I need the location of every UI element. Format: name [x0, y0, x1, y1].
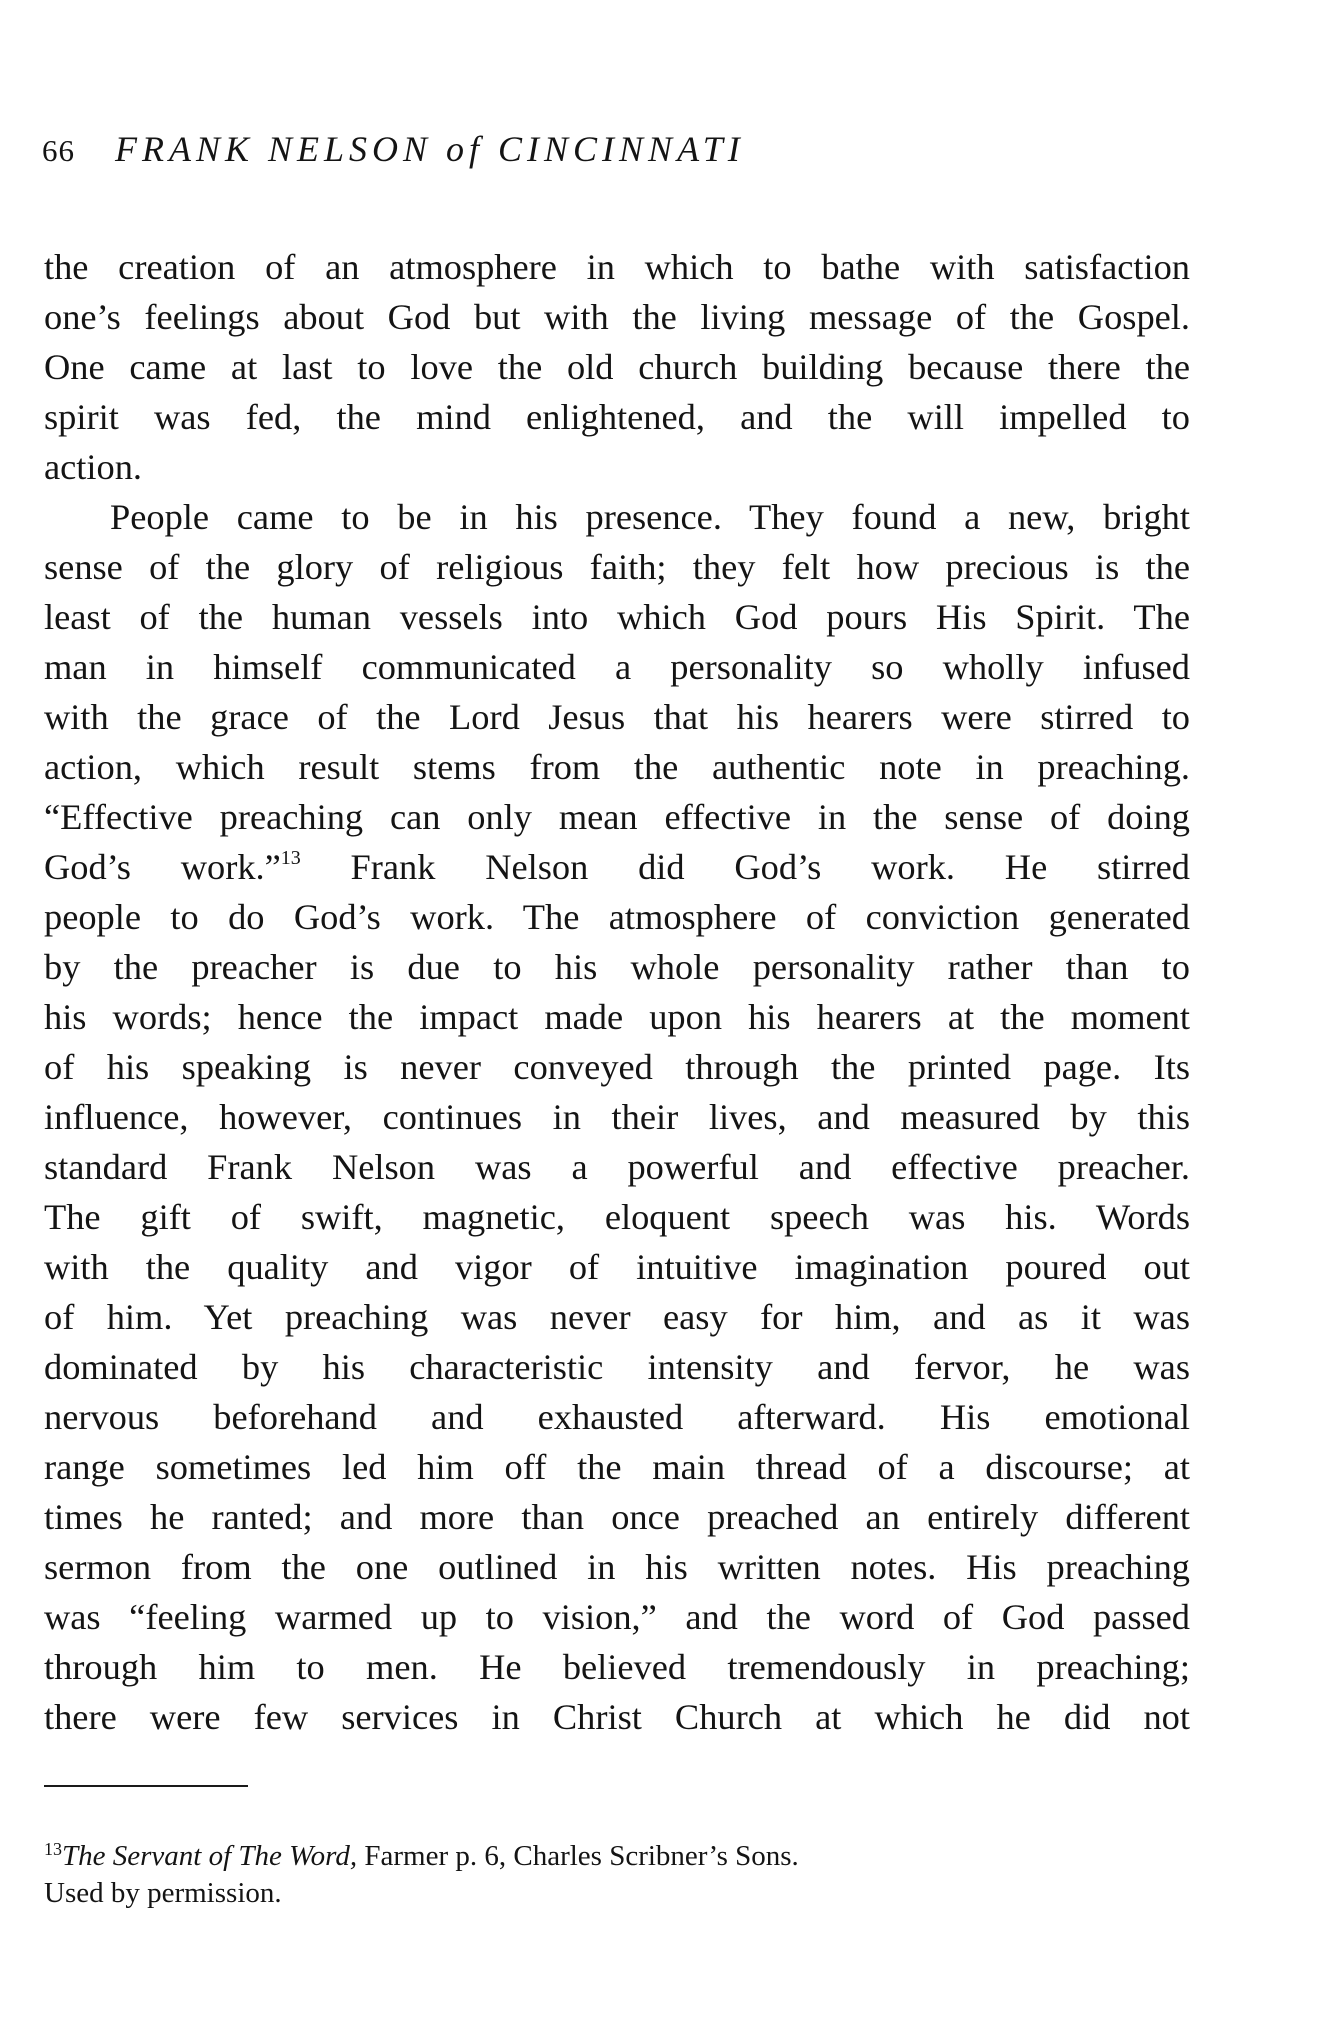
text-line: by the preacher is due to his whole personality rather than to [44, 947, 1190, 987]
text-line: standard Frank Nelson was a powerful and effective preacher. [44, 1147, 1190, 1187]
running-title: FRANK NELSON of CINCINNATI [115, 129, 745, 169]
text-line-with-footnote-ref [44, 842, 1190, 892]
footnote-source-title: The Servant of The Word, [62, 1840, 358, 1872]
text-line: action. [44, 447, 143, 487]
text-line: dominated by his characteristic intensity and fervor, he was [44, 1347, 1190, 1387]
text-line: through him to men. He believed tremendously in preaching; [44, 1647, 1190, 1687]
footnote-number: 13 [44, 1839, 62, 1859]
text-line: the creation of an atmosphere in which to bathe with satisfaction [44, 247, 1190, 287]
text-line: sense of the glory of religious faith; they felt how precious is the [44, 547, 1190, 587]
text-line: nervous beforehand and exhausted afterward. His emotional [44, 1397, 1190, 1437]
footnote-reference: 13 [280, 846, 301, 869]
text-line: with the quality and vigor of intuitive imagination poured out [44, 1247, 1190, 1287]
footnote-line [44, 1838, 1190, 1875]
text-line: “Effective preaching can only mean effective in the sense of doing [44, 797, 1190, 837]
footnote-permission: Used by permission. [44, 1877, 282, 1909]
text-line: his words; hence the impact made upon his hearers at the moment [44, 997, 1190, 1037]
text-line: One came at last to love the old church building because there the [44, 347, 1190, 387]
text-line: of his speaking is never conveyed through the printed page. Its [44, 1047, 1190, 1087]
footnote-source-details: Farmer p. 6, Charles Scribner’s Sons. [357, 1840, 799, 1872]
footnote-divider [44, 1785, 248, 1787]
text-line: there were few services in Christ Church at which he did not [44, 1697, 1190, 1737]
text-line: of him. Yet preaching was never easy for him, and as it was [44, 1297, 1190, 1337]
page-number: 66 [42, 133, 75, 168]
text-line: man in himself communicated a personality so wholly infused [44, 647, 1190, 687]
text-line: with the grace of the Lord Jesus that his hearers were stirred to [44, 697, 1190, 737]
line-continuation-text: Frank Nelson did God’s work. He stirred [300, 847, 1190, 887]
text-line: range sometimes led him off the main thread of a discourse; at [44, 1447, 1190, 1487]
quote-end-text: God’s work.” [44, 847, 281, 887]
text-line: least of the human vessels into which God pours His Spirit. The [44, 597, 1190, 637]
text-line: sermon from the one outlined in his written notes. His preaching [44, 1547, 1190, 1587]
text-line: was “feeling warmed up to vision,” and the word of God passed [44, 1597, 1190, 1637]
paragraph-start-line: People came to be in his presence. They found a new, bright [110, 497, 1190, 537]
text-line: The gift of swift, magnetic, eloquent speech was his. Words [44, 1197, 1190, 1237]
body-text [44, 242, 1190, 1742]
text-line: times he ranted; and more than once preached an entirely different [44, 1497, 1190, 1537]
text-line: action, which result stems from the authentic note in preaching. [44, 747, 1190, 787]
footnote [44, 1838, 1190, 1912]
text-line: one’s feelings about God but with the living message of the Gospel. [44, 297, 1190, 337]
page-header [42, 128, 1192, 178]
text-line: spirit was fed, the mind enlightened, and the will impelled to [44, 397, 1190, 437]
text-line: influence, however, continues in their lives, and measured by this [44, 1097, 1190, 1137]
text-line: people to do God’s work. The atmosphere of conviction generated [44, 897, 1190, 937]
